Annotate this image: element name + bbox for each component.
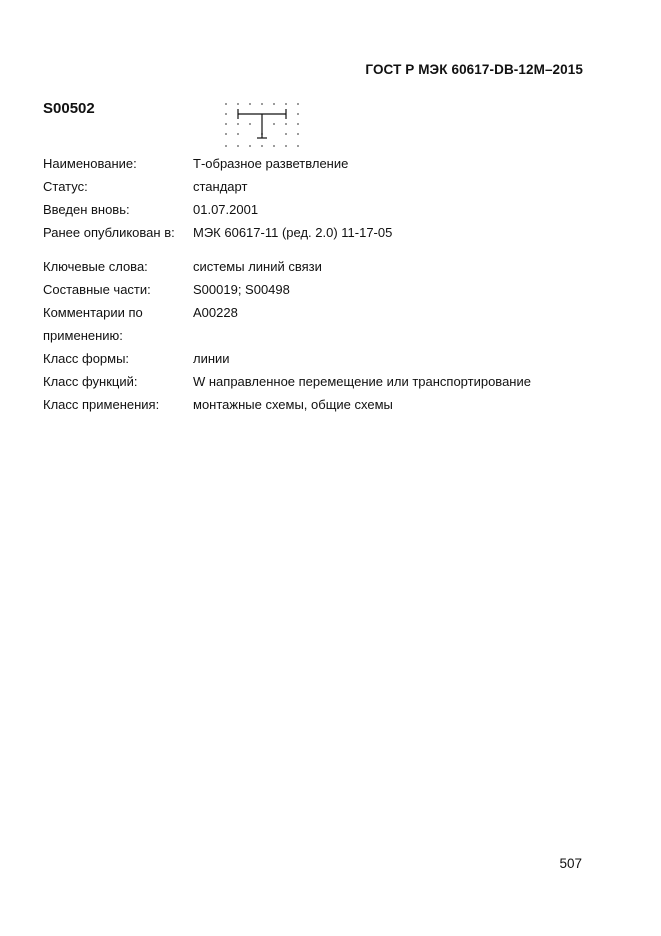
field-value: W направленное перемещение или транспортирование xyxy=(193,374,531,389)
field-value: A00228 xyxy=(193,305,238,320)
field-value: системы линий связи xyxy=(193,259,322,274)
t-junction-symbol-icon xyxy=(222,96,302,159)
field-label: Класс применения: xyxy=(43,397,160,412)
field-value: Т-образное разветвление xyxy=(193,156,349,171)
field-label: Ранее опубликован в: xyxy=(43,225,175,240)
field-value: стандарт xyxy=(193,179,248,194)
field-row-application-class xyxy=(43,393,603,416)
field-label: Статус: xyxy=(43,179,88,194)
field-value: линии xyxy=(193,351,230,366)
field-row-status xyxy=(43,175,603,198)
field-row-function-class xyxy=(43,370,603,393)
field-label: Введен вновь: xyxy=(43,202,130,217)
symbol-attributes xyxy=(43,152,603,416)
field-value: монтажные схемы, общие схемы xyxy=(193,397,393,412)
field-row-application-notes xyxy=(43,301,603,324)
field-value: 01.07.2001 xyxy=(193,202,259,217)
page-number: 507 xyxy=(559,856,582,871)
document-header: ГОСТ Р МЭК 60617-DB-12M–2015 xyxy=(365,62,583,77)
field-label: Наименование: xyxy=(43,156,137,171)
field-row-name xyxy=(43,152,603,175)
field-label: Класс функций: xyxy=(43,374,138,389)
field-row-shape-class xyxy=(43,347,603,370)
field-label: Ключевые слова: xyxy=(43,259,148,274)
field-row-introduced xyxy=(43,198,603,221)
symbol-code: S00502 xyxy=(43,100,95,117)
field-value: S00019; S00498 xyxy=(193,282,290,297)
field-value: МЭК 60617-11 (ред. 2.0) 11-17-05 xyxy=(193,225,393,240)
field-label: Комментарии по xyxy=(43,305,143,320)
field-label: Составные части: xyxy=(43,282,151,297)
field-row-previously-published xyxy=(43,221,603,244)
field-label: Класс формы: xyxy=(43,351,130,366)
field-value xyxy=(193,324,603,347)
field-label: применению: xyxy=(43,328,123,343)
field-row-components xyxy=(43,278,603,301)
section-spacer xyxy=(43,244,603,255)
field-row-keywords xyxy=(43,255,603,278)
field-row-application-notes-cont xyxy=(43,324,603,347)
